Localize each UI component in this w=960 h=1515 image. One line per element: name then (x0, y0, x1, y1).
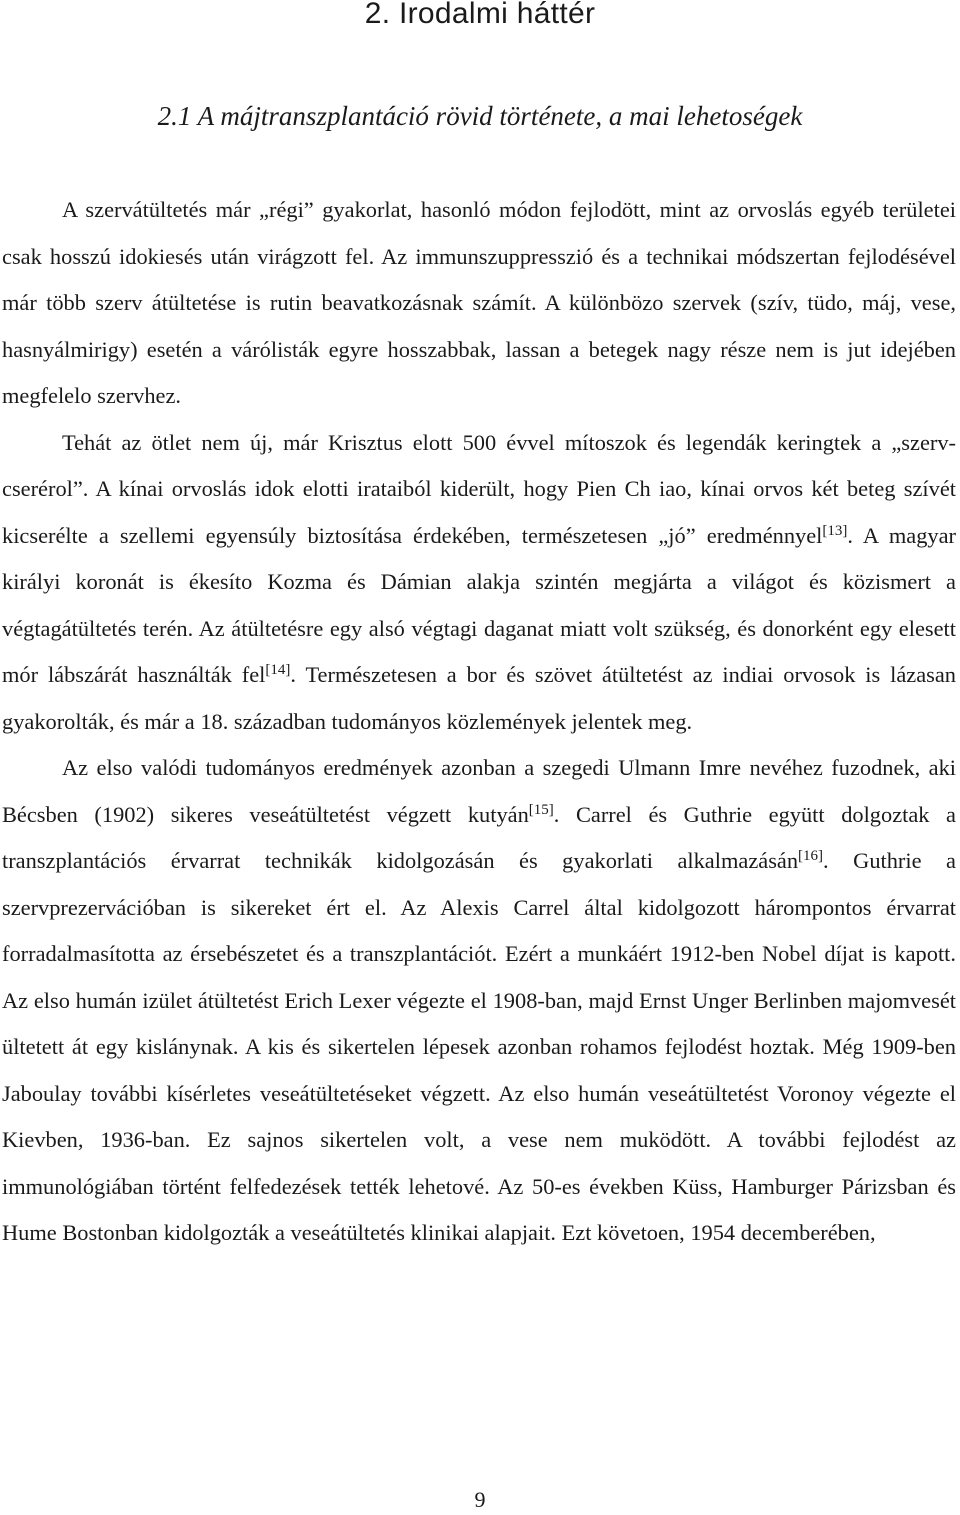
paragraph-text: . Guthrie a szervprezervációban is sikereket ért el. Az Alexis Carrel által kidolgozott hárompontos érvarrat forradalmasította az érsebészetet és a transzplantációt. Ezért a munkáért 1912-ben Nobel díjat is kapott. Az elso humán izület átültetést Erich Lexer végezte el 1908-ban, majd Ernst Unger Berlinben majomvesét ültetett át egy kislánynak. A kis és sikertelen lépesek azonban rohamos fejlodést hoztak. Még 1909-ben Jaboulay további kísérletes veseátültetéseket végzett. Az elso humán veseátültetést Voronoy végezte el Kievben, 1936-ban. Ez sajnos sikertelen volt, a vese nem muködött. A további fejlodést az immunológiában történt felfedezések tették lehetové. Az 50-es években Küss, Hamburger Párizsban és Hume Bostonban kidolgozták a veseátültetés klinikai alapjait. Ezt követoen, 1954 decemberében, (2, 848, 956, 1245)
body-text (2, 187, 956, 1257)
citation-13: [13] (822, 522, 848, 539)
page-number: 9 (474, 1487, 486, 1512)
paragraph-text: . Carrel és Guthrie együtt dolgoztak a transzplantációs érvarrat technikák kidolgozásán és gyakorlati alkalmazásán (2, 801, 956, 873)
paragraph-modern (2, 745, 956, 1257)
citation-15: [15] (528, 801, 554, 818)
citation-14: [14] (265, 662, 291, 678)
paragraph-text: Tehát az ötlet nem új, már Krisztus elott 500 évvel mítoszok és legendák keringtek a „szerv-cserérol”. A kínai orvoslás idok elotti irataiból kiderült, hogy Pien Ch iao, kínai orvos két beteg szívét kicserélte a szellemi egyensúly biztosítása érdekében, természetesen „jó” eredménnyel (2, 429, 956, 548)
citation-16: [16] (798, 848, 824, 864)
paragraph-text: . A magyar királyi koronát is ékesíto Kozma és Dámian alakja szintén megjárta a világot és közismert a végtagátültetés terén. Az átültetésre egy alsó végtagi daganat miatt volt szükség, és donorként egy elesett mór lábszárát használták fel (2, 522, 956, 687)
paragraph-history (2, 420, 956, 746)
paragraph-text: Az elso valódi tudományos eredmények azonban a szegedi Ulmann Imre nevéhez fuzodnek, aki Bécsben (1902) sikeres veseátültetést végzett kutyán (2, 755, 956, 827)
chapter-title: 2. Irodalmi háttér (364, 0, 596, 30)
paragraph-intro: A szervátültetés már „régi” gyakorlat, hasonló módon fejlodött, mint az orvoslás egyéb területei csak hosszú idokiesés után virágzott fel. Az immunszuppresszió és a technikai módszertan fejlodésével már több szerv átültetése is rutin beavatkozásnak számít. A különbözo szervek (szív, tüdo, máj, vese, hasnyálmirigy) esetén a várólisták egyre hosszabbak, lassan a betegek nagy része nem is jut idejében megfelelo szervhez. (2, 197, 956, 408)
paragraph-text: . Természetesen a bor és szövet átültetést az indiai orvosok is lázasan gyakorolták, és már a 18. században tudományos közlemények jelentek meg. (2, 662, 956, 734)
section-title: 2.1 A májtranszplantáció rövid története, a mai lehetoségek (157, 101, 803, 131)
